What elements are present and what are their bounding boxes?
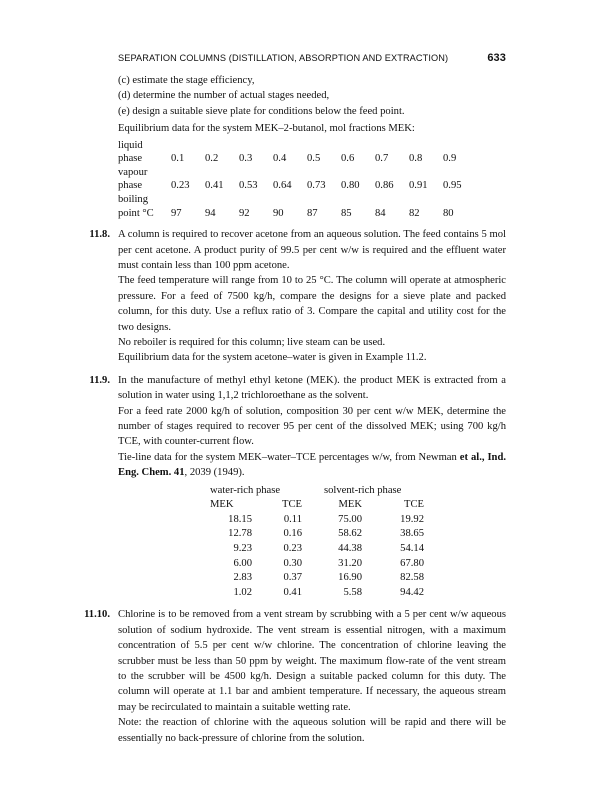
problem-11-10	[0, 607, 612, 715]
equilibrium-row-label	[118, 193, 477, 207]
row-label: vapour	[118, 166, 148, 178]
equilibrium-value: 0.5	[307, 153, 321, 165]
equilibrium-value: 0.9	[443, 153, 457, 165]
paragraph: Equilibrium data for the system acetone–water is given in Example 11.2.	[118, 352, 427, 364]
table-row	[210, 542, 424, 557]
table-cell: 67.80	[400, 557, 424, 569]
equilibrium-value: 0.6	[341, 153, 355, 165]
journal-reference: et al., Ind. Eng. Chem. 41	[118, 451, 506, 479]
caption-text: Tie-line data for the system MEK–water–TCE percentages w/w, from Newman	[118, 451, 460, 463]
table-cell: 82.58	[400, 572, 424, 584]
equilibrium-value: 0.86	[375, 180, 394, 192]
table-cell: 2.83	[233, 572, 252, 584]
table-cell: 58.62	[338, 528, 362, 540]
page-body	[0, 73, 612, 746]
table-cell: 0.23	[283, 543, 302, 555]
paragraph: A column is required to recover acetone from an aqueous solution. The feed contains 5 mol per cent acetone. A product purity of 99.5 per cent w/w is required and the effluent water must contain less than 100 ppm acetone.	[118, 229, 506, 271]
table-cell: 16.90	[338, 572, 362, 584]
caption-text-end: , 2039 (1949).	[184, 467, 245, 479]
equilibrium-value: 0.8	[409, 153, 423, 165]
equilibrium-value: 0.64	[273, 180, 292, 192]
table-cell: 31.20	[338, 557, 362, 569]
group-header-water: water-rich phase	[210, 484, 281, 496]
table-cell: 5.58	[343, 586, 362, 598]
equilibrium-value: 84	[375, 207, 386, 219]
equilibrium-value: 94	[205, 207, 216, 219]
running-header	[118, 53, 506, 63]
problem-11-8	[0, 227, 612, 273]
equilibrium-value: 0.95	[443, 180, 462, 192]
column-header: MEK	[338, 499, 362, 511]
problem-number: 11.9.	[89, 374, 110, 386]
row-label: point °C	[118, 207, 154, 219]
table-row	[210, 557, 424, 572]
equilibrium-value: 92	[239, 207, 250, 219]
table-row	[210, 513, 424, 528]
equilibrium-value: 87	[307, 207, 318, 219]
group-header-solvent: solvent-rich phase	[324, 484, 402, 496]
problem-number: 11.8.	[89, 229, 110, 241]
table-cell: 12.78	[228, 528, 252, 540]
equilibrium-value: 0.7	[375, 153, 389, 165]
equilibrium-caption: Equilibrium data for the system MEK–2-butanol, mol fractions MEK:	[118, 123, 415, 135]
table-row	[210, 527, 424, 542]
paragraph: The feed temperature will range from 10 to 25 °C. The column will operate at atmospheric pressure. For a feed of 7500 kg/h, compare the designs for a sieve plate and packed column, for this duty. Use a reflux ratio of 3. Compare the capital and utility cost for the two designs.	[118, 275, 506, 333]
table-cell: 38.65	[400, 528, 424, 540]
row-label: boiling	[118, 194, 149, 205]
paragraph: No reboiler is required for this column; live steam can be used.	[118, 337, 386, 349]
equilibrium-value: 0.1	[171, 153, 185, 165]
table-cell: 0.11	[283, 513, 302, 525]
paragraph: For a feed rate 2000 kg/h of solution, composition 30 per cent w/w MEK, determine the number of stages required to recover 95 per cent of the dissolved MEK; using 700 kg/h TCE, with counter-current flow.	[118, 405, 506, 448]
equilibrium-value: 0.80	[341, 180, 360, 192]
equilibrium-value: 0.23	[171, 180, 190, 192]
table-cell: 9.23	[233, 543, 252, 555]
row-label: liquid	[118, 139, 143, 151]
intro-item: (c) estimate the stage efficiency,	[118, 75, 255, 86]
table-cell: 1.02	[233, 586, 252, 598]
paragraph: In the manufacture of methyl ethyl ketone (MEK). the product MEK is extracted from a solution in water using 1,1,2 trichloroethane as the solvent.	[118, 374, 506, 402]
equilibrium-row	[118, 152, 477, 166]
equilibrium-value: 0.73	[307, 180, 326, 192]
running-title: SEPARATION COLUMNS (DISTILLATION, ABSORPTION AND EXTRACTION)	[118, 53, 449, 63]
equilibrium-value: 85	[341, 207, 352, 219]
table-cell: 54.14	[400, 543, 424, 555]
column-header: MEK	[210, 499, 234, 511]
equilibrium-row-label	[118, 139, 477, 153]
table-cell: 0.41	[283, 586, 302, 598]
column-header: TCE	[403, 499, 424, 511]
intro-item: (e) design a suitable sieve plate for conditions below the feed point.	[118, 105, 405, 117]
table-cell: 75.00	[338, 513, 362, 525]
table-cell: 0.30	[283, 557, 302, 569]
table-cell: 19.92	[400, 513, 424, 525]
table-cell: 44.38	[338, 543, 362, 555]
table-cell: 0.16	[283, 528, 302, 540]
table-cell: 18.15	[228, 513, 252, 525]
row-label: phase	[118, 180, 143, 192]
equilibrium-value: 0.2	[205, 153, 219, 165]
equilibrium-table	[118, 139, 477, 221]
intro-item: (d) determine the number of actual stages needed,	[118, 90, 330, 102]
paragraph: Note: the reaction of chlorine with the aqueous solution will be rapid and there will be essentially no back-pressure of chlorine from the solution.	[118, 717, 506, 744]
table-cell: 0.37	[283, 572, 302, 584]
table-row	[210, 571, 424, 586]
table-cell: 94.42	[400, 586, 424, 598]
equilibrium-value: 0.4	[273, 153, 287, 165]
equilibrium-row	[118, 179, 477, 193]
column-header: TCE	[281, 499, 302, 511]
tie-line-table	[210, 484, 424, 601]
equilibrium-value: 0.3	[239, 153, 253, 165]
problem-11-9	[0, 373, 612, 404]
equilibrium-value: 80	[443, 207, 454, 219]
equilibrium-row-label	[118, 166, 477, 180]
page-number: 633	[487, 52, 506, 64]
problem-number: 11.10.	[84, 609, 110, 621]
equilibrium-value: 97	[171, 207, 182, 219]
equilibrium-value: 90	[273, 207, 284, 219]
equilibrium-value: 0.53	[239, 180, 258, 192]
table-row	[210, 586, 424, 601]
tie-line-caption	[0, 450, 612, 481]
table-cell: 6.00	[233, 557, 252, 569]
equilibrium-value: 82	[409, 207, 420, 219]
paragraph: Chlorine is to be removed from a vent stream by scrubbing with a 5 per cent w/w aqueous solution of sodium hydroxide. The vent stream is essential nitrogen, with a maximum concentration of 5.5 per cent w/w chlorine. The concentration of chlorine leaving the scrubber must be less than 50 ppm by weight. The maximum flow-rate of the vent stream to the scrubber will be 4500 kg/h. Design a suitable packed column for this duty. The column will operate at 1.1 bar and ambient temperature. If necessary, the aqueous stream may be recirculated to maintain a suitable wetting rate.	[118, 609, 506, 713]
row-label: phase	[118, 153, 143, 165]
equilibrium-value: 0.41	[205, 180, 224, 192]
equilibrium-row	[118, 207, 477, 221]
equilibrium-value: 0.91	[409, 180, 428, 192]
